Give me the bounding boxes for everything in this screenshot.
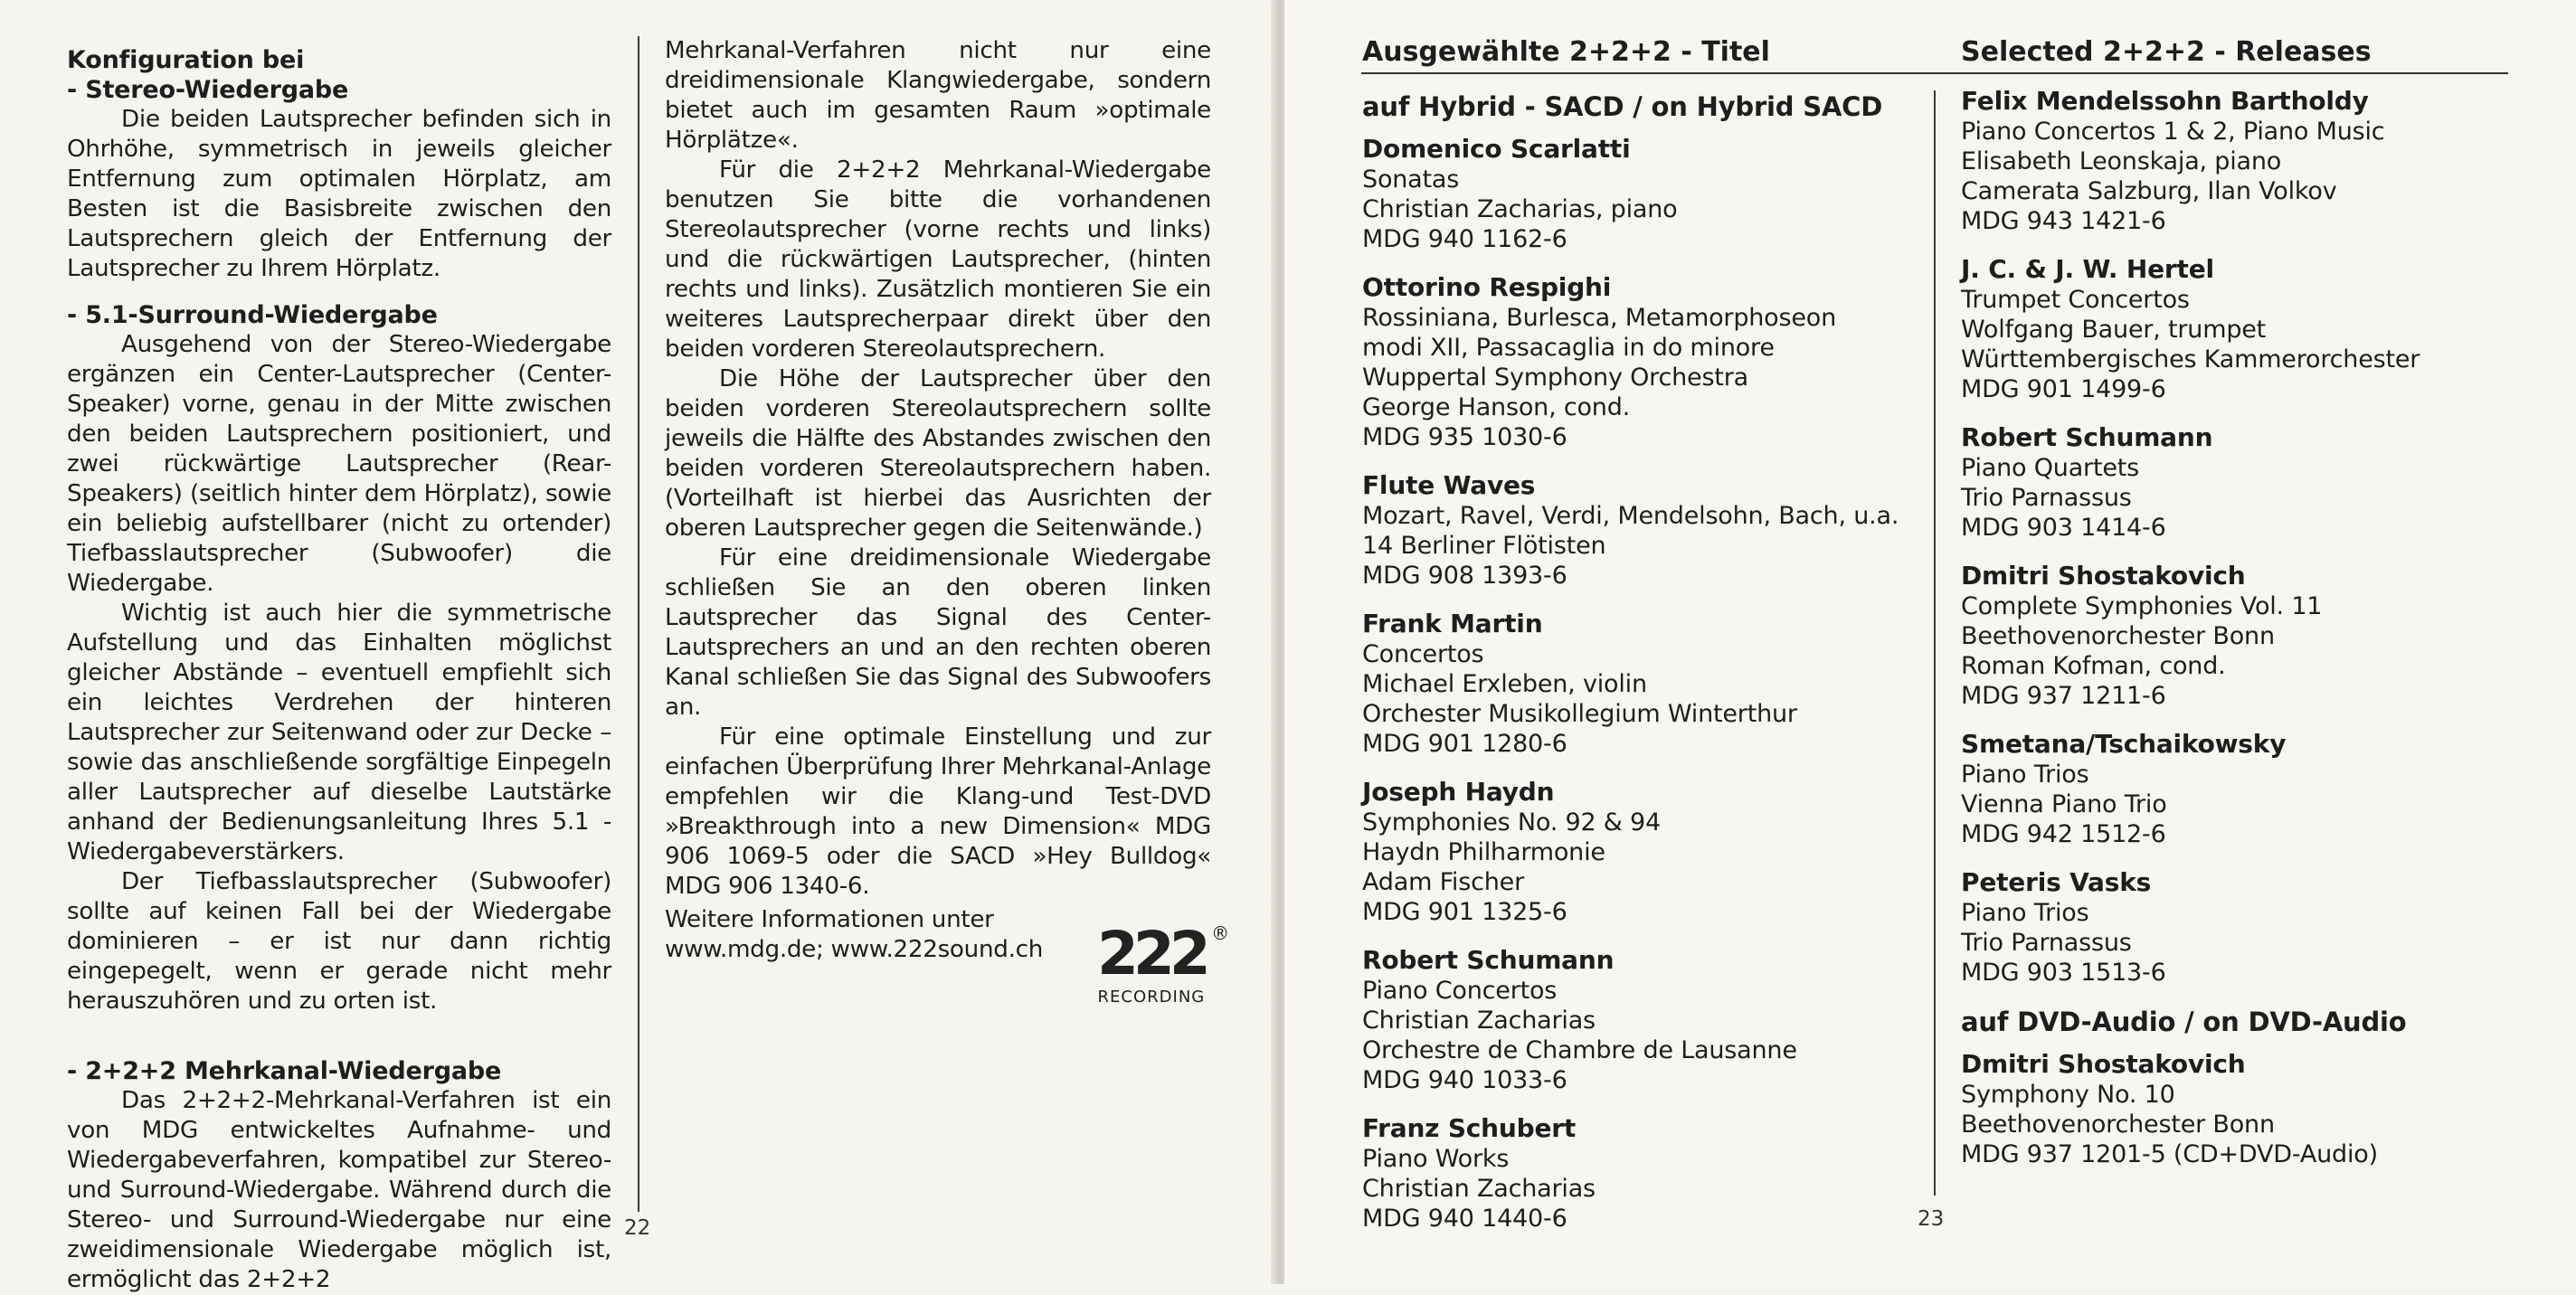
spacer [67, 1016, 611, 1056]
paragraph: Für eine dreidimensionale Wiedergabe schließen Sie an den oberen linken Lautsprecher das Signal des Center-Lautsprechers an und an den rechten oberen Kanal schließen Sie das Signal des Subwoofers an. [665, 544, 1211, 721]
release-detail-line: Piano Concertos 1 & 2, Piano Music [1961, 118, 2385, 146]
left-page [0, 0, 1275, 1293]
release-detail-line: Trumpet Concertos [1961, 286, 2190, 314]
release-entry [1362, 470, 1923, 591]
logo-number: 222 [1097, 919, 1206, 988]
release-entry [1961, 561, 2522, 711]
release-entry [1362, 945, 1923, 1095]
paragraph: Wichtig ist auch hier die symmetrische Aufstellung und das Einhalten möglichst gleicher Abstände – eventuell empfiehlt sich ein leichtes Verdrehen der hinteren Lautsprecher zur Seitenwand oder zur Decke – sowie das anschließende sorgfältige Einpegeln aller Lautsprecher auf dieselbe Lautstärke anhand der Bedienungsanleitung Ihres 5.1 - Wiedergabeverstärkers. [67, 600, 611, 865]
release-entry [1961, 729, 2522, 849]
dvd-list [1961, 1049, 2522, 1169]
composer-name: Ottorino Respighi [1362, 272, 1612, 302]
info-line-2: www.mdg.de; www.222sound.ch [665, 936, 1043, 963]
column-divider-right [1934, 90, 1936, 1196]
release-detail-line: MDG 943 1421-6 [1961, 207, 2166, 235]
release-detail-line: Wuppertal Symphony Orchestra [1362, 364, 1748, 392]
release-detail-line: MDG 937 1201-5 (CD+DVD-Audio) [1961, 1140, 2378, 1168]
release-detail-line: MDG 901 1499-6 [1961, 375, 2166, 403]
release-detail-line: Trio Parnassus [1961, 929, 2132, 957]
paragraph: Die beiden Lautsprecher befinden sich in Ohrhöhe, symmetrisch in jeweils gleicher Entfernung zum optimalen Hörplatz, am Besten ist die Basisbreite zwischen den Lautsprechern gleich der Entfernung der Lautsprecher zu Ihrem Hörplatz. [67, 106, 611, 282]
release-detail-line: Wolfgang Bauer, trumpet [1961, 316, 2267, 344]
releases-heading-english: Selected 2+2+2 - Releases [1961, 36, 2372, 68]
release-detail-line: MDG 940 1162-6 [1362, 225, 1567, 253]
release-detail-line: MDG 903 1513-6 [1961, 959, 2166, 987]
release-detail-line: Symphony No. 10 [1961, 1081, 2175, 1109]
release-entry [1961, 422, 2522, 543]
release-detail-line: Christian Zacharias [1362, 1007, 1596, 1035]
release-detail-line: Rossiniana, Burlesca, Metamorphoseon [1362, 304, 1836, 332]
column-divider-left [638, 36, 639, 1212]
paragraph: Mehrkanal-Verfahren nicht nur eine dreidimensionale Klangwiedergabe, sondern bietet auch im gesamten Raum »optimale Hörplätze«. [665, 37, 1211, 154]
section-heading: - 5.1-Surround-Wiedergabe [67, 301, 438, 329]
release-detail-line: Piano Concertos [1362, 977, 1558, 1005]
222-recording-logo [1097, 919, 1229, 1012]
release-detail-line: Vienna Piano Trio [1961, 790, 2167, 818]
release-detail-line: Michael Erxleben, violin [1362, 670, 1647, 698]
composer-name: Joseph Haydn [1362, 777, 1555, 807]
release-detail-line: MDG 903 1414-6 [1961, 514, 2166, 542]
composer-name: Dmitri Shostakovich [1961, 561, 2246, 591]
release-entry [1362, 1113, 1923, 1234]
releases-column-right [1961, 86, 2522, 1187]
release-entry [1362, 134, 1923, 254]
release-entry [1961, 86, 2522, 236]
section-heading: - Stereo-Wiedergabe [67, 76, 349, 104]
spacer [67, 284, 611, 300]
composer-name: Domenico Scarlatti [1362, 134, 1631, 164]
release-detail-line: Trio Parnassus [1961, 484, 2132, 512]
release-detail-line: MDG 935 1030-6 [1362, 423, 1567, 451]
release-detail-line: Orchester Musikollegium Winterthur [1362, 700, 1797, 728]
release-detail-line: Piano Trios [1961, 899, 2089, 927]
release-detail-line: Piano Trios [1961, 761, 2089, 789]
release-detail-line: MDG 940 1033-6 [1362, 1066, 1567, 1094]
release-detail-line: Symphonies No. 92 & 94 [1362, 808, 1662, 837]
release-detail-line: MDG 940 1440-6 [1362, 1205, 1567, 1233]
paragraph: Das 2+2+2-Mehrkanal-Verfahren ist ein von MDG entwickeltes Aufnahme- und Wiedergabeverfahren, kompatibel zur Stereo- und Surround-Wiedergabe. Während durch die Stereo- und Surround-Wiedergabe nur eine zweidimensionale Wiedergabe möglich ist, ermöglicht das 2+2+2 [67, 1087, 611, 1293]
section-heading: - 2+2+2 Mehrkanal-Wiedergabe [67, 1057, 502, 1085]
release-detail-line: Württembergisches Kammerorchester [1961, 345, 2420, 373]
releases-heading-german: Ausgewählte 2+2+2 - Titel [1362, 36, 1770, 68]
release-detail-line: Mozart, Ravel, Verdi, Mendelsohn, Bach, u.a. [1362, 502, 1899, 530]
release-detail-line: MDG 942 1512-6 [1961, 820, 2166, 848]
release-detail-line: Camerata Salzburg, Ilan Volkov [1961, 177, 2337, 205]
release-detail-line: Piano Works [1362, 1145, 1510, 1173]
logo-subtitle: RECORDING [1097, 988, 1206, 1007]
release-detail-line: MDG 908 1393-6 [1362, 562, 1567, 590]
section-heading-dvd: auf DVD-Audio / on DVD-Audio [1961, 1007, 2407, 1037]
release-detail-line: modi XII, Passacaglia in do minore [1362, 334, 1775, 362]
release-entry [1961, 254, 2522, 404]
release-detail-line: 14 Berliner Flötisten [1362, 532, 1606, 560]
release-detail-line: MDG 901 1325-6 [1362, 898, 1567, 926]
composer-name: Robert Schumann [1362, 945, 1615, 975]
release-detail-line: Piano Quartets [1961, 454, 2140, 482]
paragraph: Für eine optimale Einstellung und zur einfachen Überprüfung Ihrer Mehrkanal-Anlage empfehlen wir die Klang-und Test-DVD »Breakthrough into a new Dimension« MDG 906 1069-5 oder die SACD »Hey Bulldog« MDG 906 1340-6. [665, 723, 1211, 900]
composer-name: Robert Schumann [1961, 422, 2213, 452]
release-entry [1961, 1049, 2522, 1169]
release-detail-line: MDG 901 1280-6 [1362, 730, 1567, 758]
paragraph: Ausgehend von der Stereo-Wiedergabe ergänzen ein Center-Lautsprecher (Center-Speaker) vorne, genau in der Mitte zwischen den beiden Lautsprechern positioniert, und zwei rückwärtige Lautsprecher (Rear-Speakers) (seitlich hinter dem Hörplatz), sowie ein beliebig aufstellbarer (nicht zu ortender) Tiefbasslautsprecher (Subwoofer) die Wiedergabe. [67, 331, 611, 597]
composer-name: Peteris Vasks [1961, 867, 2152, 897]
paragraph: Die Höhe der Lautsprecher über den beiden vorderen Stereolautsprechern sollte jeweils die Hälfte des Abstandes zwischen den beiden vorderen Stereolautsprechern haben. (Vorteilhaft ist hierbei das Ausrichten der oberen Lautsprecher gegen die Seitenwände.) [665, 365, 1211, 542]
release-entry [1362, 272, 1923, 452]
sacd-list-right [1961, 86, 2522, 988]
composer-name: Dmitri Shostakovich [1961, 1049, 2246, 1079]
release-detail-line: Roman Kofman, cond. [1961, 652, 2226, 680]
composer-name: Smetana/Tschaikowsky [1961, 729, 2287, 759]
release-entry [1362, 777, 1923, 927]
left-column-a [67, 45, 611, 1295]
page-number-left: 22 [624, 1216, 651, 1240]
registered-mark: ® [1211, 922, 1229, 944]
paragraph: Der Tiefbasslautsprecher (Subwoofer) sollte auf keinen Fall bei der Wiedergabe dominieren – er ist nur dann richtig eingepegelt, wenn er gerade nicht mehr herauszuhören und zu orten ist. [67, 868, 611, 1015]
release-entry [1961, 867, 2522, 988]
release-detail-line: Christian Zacharias [1362, 1175, 1596, 1203]
release-detail-line: George Hanson, cond. [1362, 393, 1631, 421]
paragraph: Für die 2+2+2 Mehrkanal-Wiedergabe benutzen Sie bitte die vorhandenen Stereolautsprecher (vorne rechts und links) und die rückwärtigen Lautsprecher, (hinten rechts und links). Zusätzlich montieren Sie ein weiteres Lautsprecherpaar direkt über den beiden vorderen Stereolautsprechern. [665, 156, 1211, 363]
info-block [665, 905, 1229, 1023]
release-detail-line: Beethovenorchester Bonn [1961, 1111, 2275, 1139]
section-heading-sacd: auf Hybrid - SACD / on Hybrid SACD [1362, 91, 1883, 122]
release-detail-line: Adam Fischer [1362, 868, 1524, 896]
info-line-1: Weitere Informationen unter [665, 906, 994, 933]
heading-rule [1361, 72, 2508, 74]
left-column-b [665, 36, 1229, 1023]
release-detail-line: Complete Symphonies Vol. 11 [1961, 592, 2323, 620]
releases-column-left [1362, 90, 1923, 1252]
release-detail-line: Orchestre de Chambre de Lausanne [1362, 1036, 1797, 1064]
page-number-right: 23 [1918, 1207, 1945, 1231]
release-detail-line: Elisabeth Leonskaja, piano [1961, 147, 2282, 175]
section-heading: Konfiguration bei [67, 46, 305, 74]
sacd-list-left [1362, 134, 1923, 1234]
release-detail-line: Sonatas [1362, 165, 1460, 194]
left-column-b-text [665, 36, 1211, 902]
release-detail-line: MDG 937 1211-6 [1961, 682, 2166, 710]
composer-name: Flute Waves [1362, 470, 1536, 500]
release-detail-line: Haydn Philharmonie [1362, 838, 1605, 866]
release-detail-line: Concertos [1362, 640, 1484, 668]
composer-name: Felix Mendelssohn Bartholdy [1961, 86, 2369, 116]
release-detail-line: Christian Zacharias, piano [1362, 195, 1678, 223]
composer-name: Frank Martin [1362, 609, 1543, 638]
composer-name: J. C. & J. W. Hertel [1961, 254, 2214, 284]
release-entry [1362, 609, 1923, 759]
release-detail-line: Beethovenorchester Bonn [1961, 622, 2275, 650]
composer-name: Franz Schubert [1362, 1113, 1577, 1143]
